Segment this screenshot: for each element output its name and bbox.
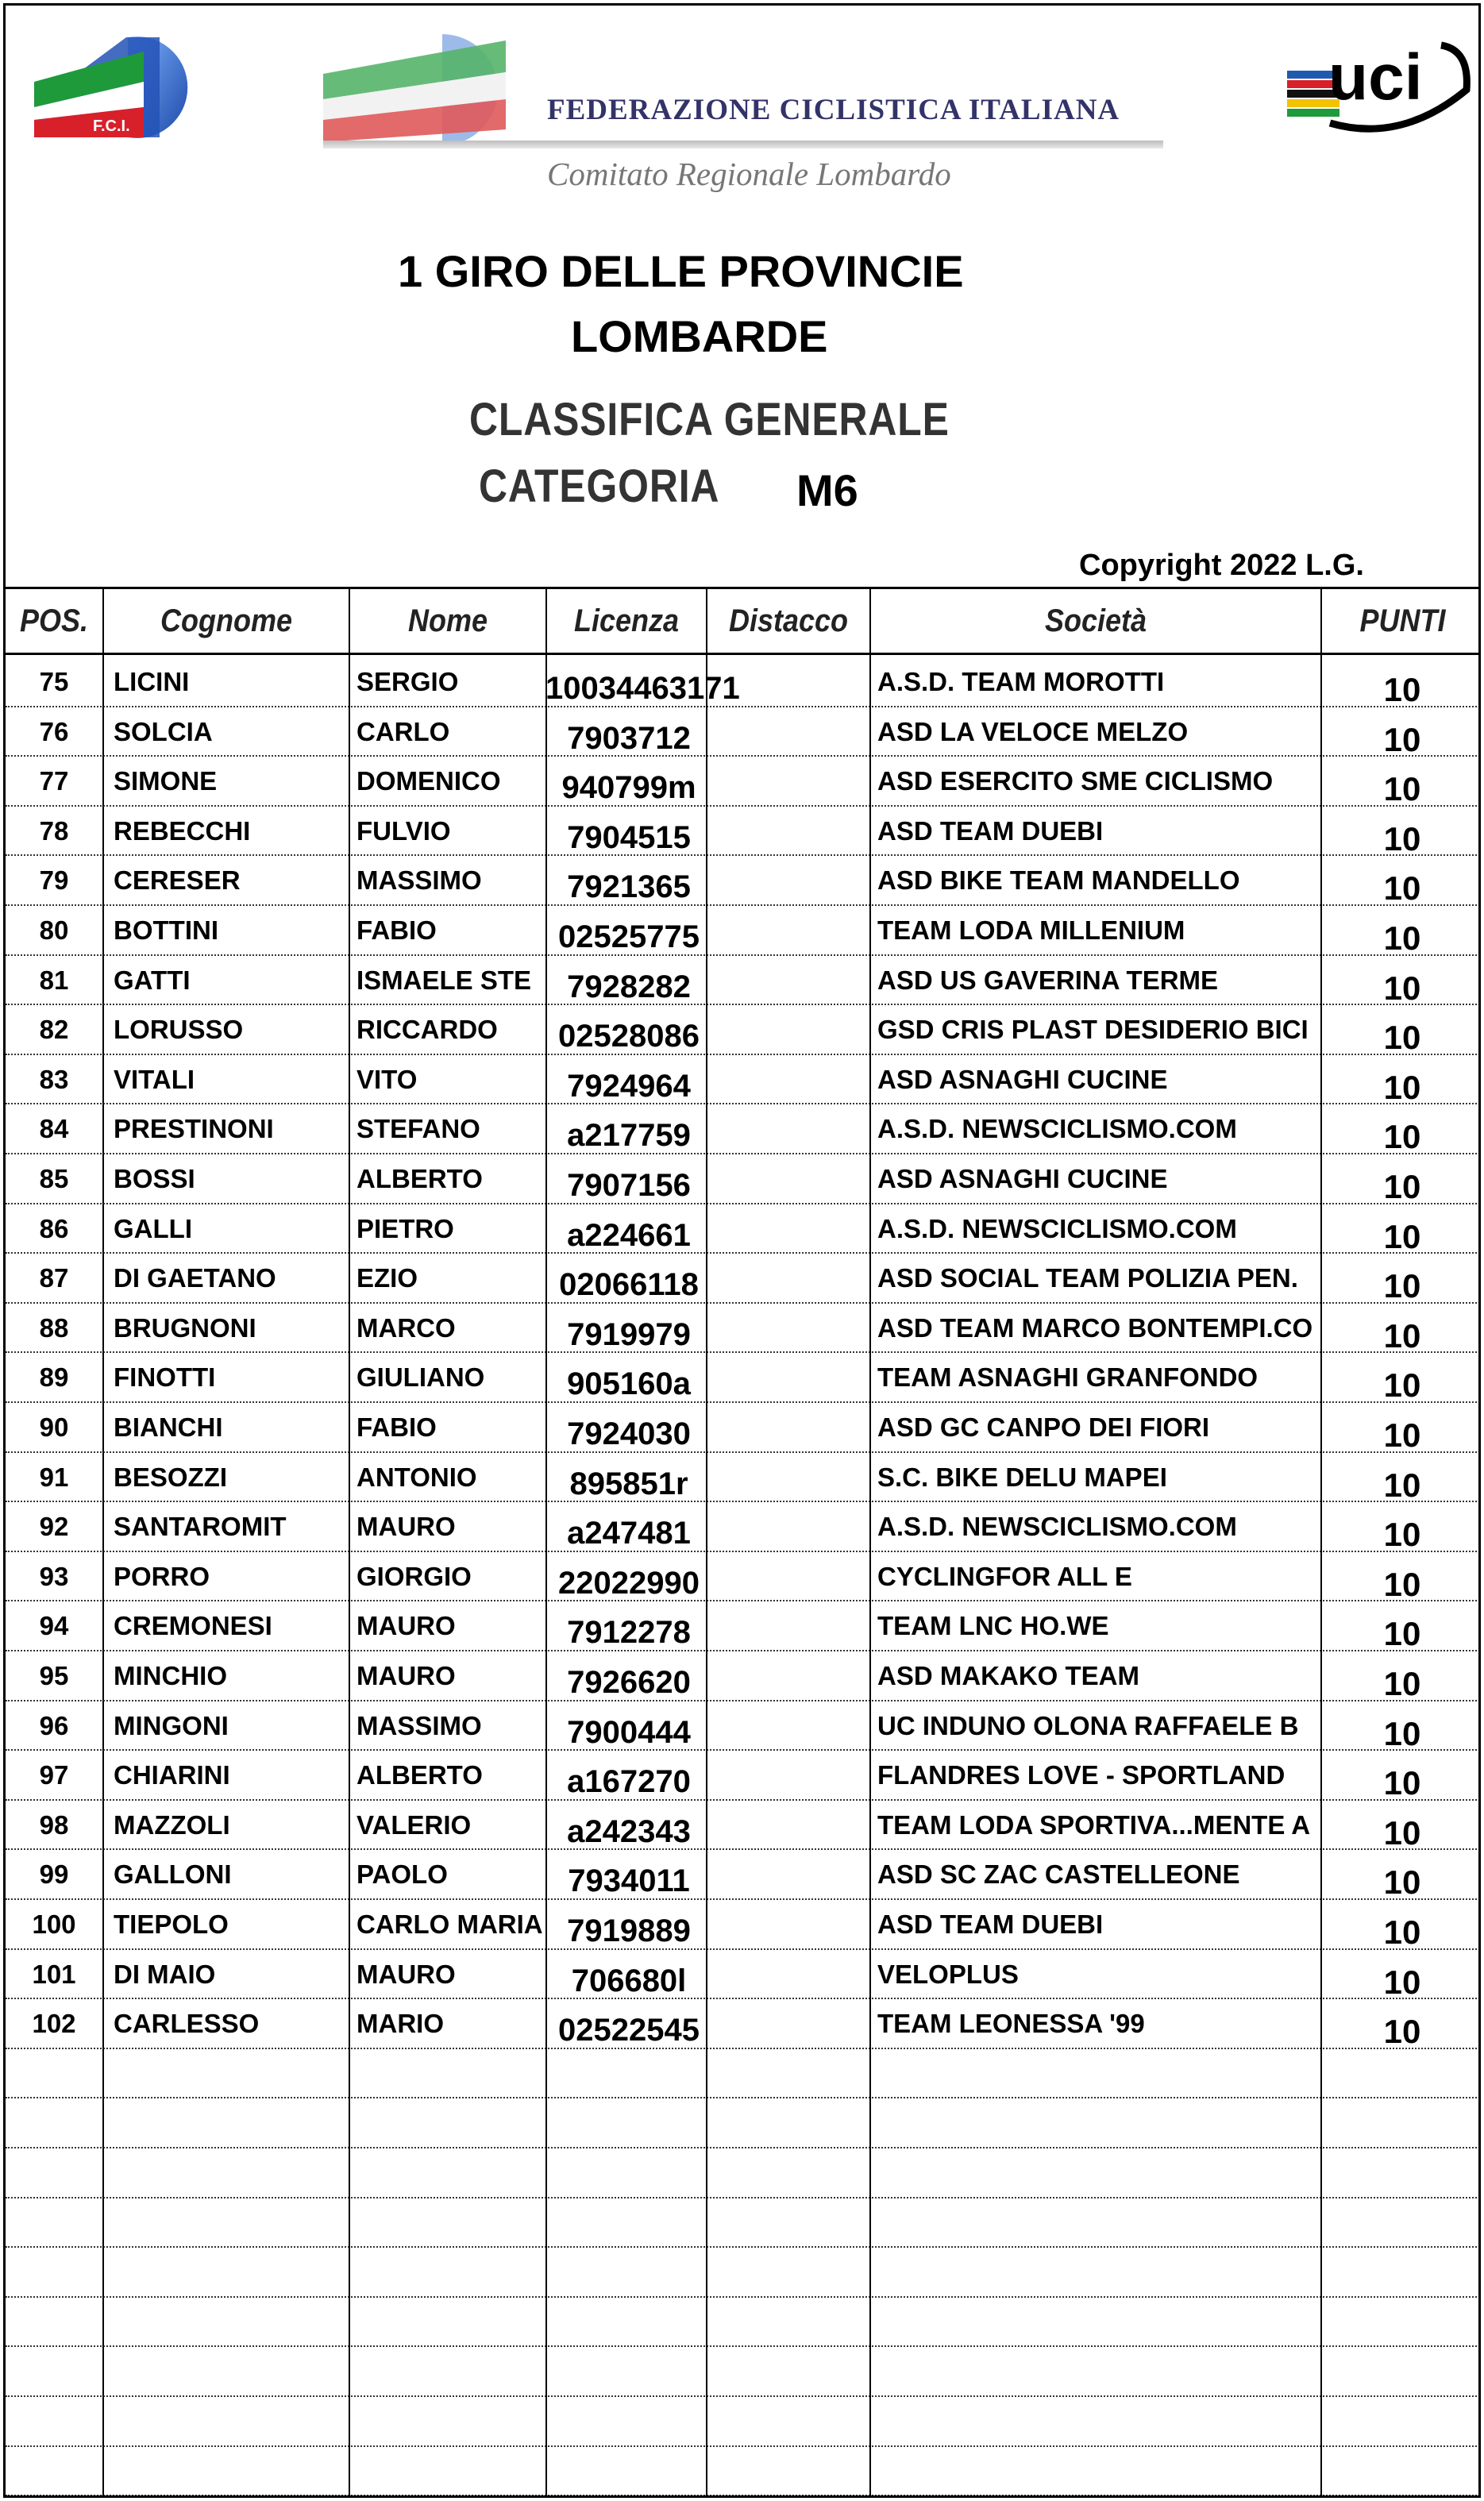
nome-cell: CARLO MARIA (357, 1909, 543, 1939)
table-row (6, 1304, 1481, 1354)
societa-cell: GSD CRIS PLAST DESIDERIO BICI (877, 1015, 1309, 1045)
results-sheet (3, 3, 1481, 2498)
cognome-cell: GALLI (114, 1213, 192, 1243)
empty-table-row (6, 2397, 1481, 2447)
event-title-line-2: LOMBARDE (571, 311, 828, 361)
table-row (6, 1453, 1481, 1503)
societa-cell: ASD ESERCITO SME CICLISMO (877, 766, 1274, 796)
nome-cell: FABIO (357, 1412, 437, 1442)
pos-cell: 97 (39, 1760, 69, 1790)
pos-cell: 98 (39, 1809, 69, 1840)
nome-cell: ALBERTO (357, 1760, 483, 1790)
pos-cell: 96 (39, 1710, 69, 1740)
category-label: CATEGORIA (479, 461, 720, 512)
societa-cell: A.S.D. NEWSCICLISMO.COM (877, 1512, 1237, 1542)
column-header-licenza: Licenza (573, 603, 680, 638)
nome-cell: MAURO (357, 1512, 456, 1542)
uci-logo-text: uci (1328, 41, 1423, 114)
pos-cell: 77 (39, 766, 69, 796)
cognome-cell: SOLCIA (114, 716, 213, 746)
punti-cell: 10 (1383, 1267, 1421, 1305)
table-row (6, 1900, 1481, 1950)
table-row (6, 1403, 1481, 1453)
licenza-cell: a224661 (567, 1217, 691, 1253)
empty-table-row (6, 2148, 1481, 2198)
table-row (6, 856, 1481, 906)
table-row (6, 1999, 1481, 2049)
nome-cell: MAURO (357, 1611, 456, 1641)
nome-cell: PAOLO (357, 1859, 448, 1890)
table-row (6, 657, 1481, 707)
punti-cell: 10 (1383, 1615, 1421, 1653)
cognome-cell: BRUGNONI (114, 1312, 256, 1343)
column-header-pos: POS. (19, 603, 89, 638)
empty-table-row (6, 2098, 1481, 2148)
punti-cell: 10 (1383, 1565, 1421, 1603)
cognome-cell: PRESTINONI (114, 1114, 274, 1144)
nome-cell: CARLO (357, 716, 450, 746)
nome-cell: DOMENICO (357, 766, 501, 796)
nome-cell: ALBERTO (357, 1164, 483, 1193)
cognome-cell: MAZZOLI (114, 1809, 230, 1840)
column-header-punti: PUNTI (1359, 603, 1446, 638)
table-row (6, 1353, 1481, 1403)
societa-cell: TEAM LODA SPORTIVA...MENTE A (877, 1809, 1311, 1840)
societa-cell: A.S.D. NEWSCICLISMO.COM (877, 1114, 1237, 1144)
empty-table-row (6, 2049, 1481, 2099)
table-row (6, 1601, 1481, 1651)
cognome-cell: CERESER (114, 865, 241, 896)
punti-cell: 10 (1383, 770, 1421, 808)
table-row (6, 1801, 1481, 1851)
table-row (6, 1055, 1481, 1105)
header-row-border (6, 653, 1481, 655)
punti-cell: 10 (1383, 671, 1421, 708)
nome-cell: SERGIO (357, 667, 459, 696)
table-row (6, 906, 1481, 956)
cognome-cell: LORUSSO (114, 1015, 244, 1045)
cognome-cell: GALLONI (114, 1859, 232, 1890)
punti-cell: 10 (1383, 1764, 1421, 1802)
nome-cell: MASSIMO (357, 1710, 482, 1740)
pos-cell: 76 (39, 716, 69, 746)
column-divider (349, 589, 350, 2498)
licenza-cell: 940799m (561, 770, 696, 806)
nome-cell: EZIO (357, 1263, 418, 1293)
table-row (6, 956, 1481, 1006)
cognome-cell: PORRO (114, 1561, 210, 1591)
cognome-cell: BESOZZI (114, 1462, 228, 1492)
punti-cell: 10 (1383, 869, 1421, 908)
cognome-cell: CARLESSO (114, 2009, 260, 2039)
societa-cell: ASD TEAM DUEBI (877, 815, 1104, 846)
pos-cell: 75 (39, 667, 69, 696)
societa-cell: ASD US GAVERINA TERME (877, 965, 1219, 995)
licenza-cell: 10034463171 (545, 671, 740, 706)
uci-logo-icon (1282, 34, 1473, 139)
societa-cell: FLANDRES LOVE - SPORTLAND (877, 1760, 1285, 1790)
societa-cell: TEAM LNC HO.WE (877, 1611, 1109, 1641)
pos-cell: 78 (39, 815, 69, 846)
column-divider (545, 589, 547, 2498)
societa-cell: ASD TEAM MARCO BONTEMPI.CO (877, 1312, 1313, 1343)
punti-cell: 10 (1383, 1665, 1421, 1702)
cognome-cell: DI GAETANO (114, 1263, 276, 1293)
pos-cell: 101 (32, 1959, 76, 1989)
societa-cell: ASD ASNAGHI CUCINE (877, 1064, 1168, 1094)
pos-cell: 95 (39, 1661, 69, 1690)
societa-cell: A.S.D. TEAM MOROTTI (877, 667, 1165, 696)
column-header-societa: Società (1044, 603, 1147, 638)
licenza-cell: 7919889 (567, 1913, 691, 1948)
punti-cell: 10 (1383, 1913, 1421, 1951)
nome-cell: MARIO (357, 2009, 444, 2039)
category-value: M6 (796, 465, 858, 515)
licenza-cell: 02525775 (558, 919, 700, 954)
licenza-cell: 7924964 (567, 1068, 691, 1104)
punti-cell: 10 (1383, 1714, 1421, 1752)
cognome-cell: BIANCHI (114, 1412, 223, 1442)
federation-logo-icon (323, 26, 553, 145)
column-divider (102, 589, 104, 2498)
cognome-cell: BOSSI (114, 1164, 195, 1193)
licenza-cell: 7928282 (567, 969, 691, 1004)
cognome-cell: TIEPOLO (114, 1909, 229, 1939)
nome-cell: VALERIO (357, 1809, 472, 1840)
cognome-cell: MINGONI (114, 1710, 229, 1740)
societa-cell: ASD LA VELOCE MELZO (877, 716, 1189, 746)
societa-cell: ASD SC ZAC CASTELLEONE (877, 1859, 1240, 1890)
pos-cell: 92 (39, 1512, 69, 1542)
table-row (6, 1005, 1481, 1055)
pos-cell: 102 (32, 2009, 76, 2039)
licenza-cell: 7900444 (567, 1714, 691, 1750)
punti-cell: 10 (1383, 1019, 1421, 1057)
cognome-cell: DI MAIO (114, 1959, 216, 1989)
nome-cell: STEFANO (357, 1114, 480, 1144)
column-header-distacco: Distacco (728, 603, 849, 638)
column-divider (869, 589, 871, 2498)
punti-cell: 10 (1383, 1068, 1421, 1106)
table-row (6, 1502, 1481, 1552)
societa-cell: A.S.D. NEWSCICLISMO.COM (877, 1213, 1237, 1243)
pos-cell: 93 (39, 1561, 69, 1591)
nome-cell: ISMAELE STE (357, 965, 532, 995)
nome-cell: GIULIANO (357, 1362, 485, 1393)
punti-cell: 10 (1383, 1316, 1421, 1355)
empty-table-row (6, 2298, 1481, 2348)
nome-cell: ANTONIO (357, 1462, 477, 1492)
pos-cell: 81 (39, 965, 69, 995)
licenza-cell: 7912278 (567, 1615, 691, 1651)
cognome-cell: SIMONE (114, 766, 218, 796)
empty-table-row (6, 2198, 1481, 2249)
table-row (6, 1701, 1481, 1751)
societa-cell: VELOPLUS (877, 1959, 1019, 1989)
table-row (6, 1204, 1481, 1254)
table-row (6, 1950, 1481, 2000)
punti-cell: 10 (1383, 1963, 1421, 2001)
cognome-cell: CHIARINI (114, 1760, 230, 1790)
licenza-cell: a247481 (567, 1516, 691, 1551)
fci-logo-icon (33, 34, 215, 141)
table-row (6, 1651, 1481, 1701)
societa-cell: ASD BIKE TEAM MANDELLO (877, 865, 1240, 896)
societa-cell: ASD SOCIAL TEAM POLIZIA PEN. (877, 1263, 1298, 1293)
federation-name: FEDERAZIONE CICLISTICA ITALIANA (547, 94, 1120, 126)
nome-cell: PIETRO (357, 1213, 454, 1243)
punti-cell: 10 (1383, 720, 1421, 758)
empty-table-row (6, 2347, 1481, 2397)
nome-cell: VITO (357, 1064, 418, 1094)
pos-cell: 86 (39, 1213, 69, 1243)
punti-cell: 10 (1383, 969, 1421, 1007)
cognome-cell: LICINI (114, 667, 190, 696)
fci-logo-text: F.C.I. (93, 118, 130, 135)
table-row (6, 1850, 1481, 1900)
pos-cell: 88 (39, 1312, 69, 1343)
licenza-cell: 02522545 (558, 2013, 700, 2048)
pos-cell: 94 (39, 1611, 69, 1641)
punti-cell: 10 (1383, 1863, 1421, 1902)
punti-cell: 10 (1383, 919, 1421, 957)
punti-cell: 10 (1383, 2013, 1421, 2051)
nome-cell: MARCO (357, 1312, 456, 1343)
licenza-cell: 7934011 (568, 1863, 690, 1899)
licenza-cell: 7926620 (567, 1665, 691, 1700)
licenza-cell: 7904515 (567, 819, 691, 855)
societa-cell: TEAM ASNAGHI GRANFONDO (877, 1362, 1259, 1393)
cognome-cell: REBECCHI (114, 815, 251, 846)
licenza-cell: 706680l (571, 1963, 687, 1998)
column-header-cognome: Cognome (160, 603, 292, 638)
table-row (6, 1751, 1481, 1801)
nome-cell: MASSIMO (357, 865, 482, 896)
pos-cell: 91 (39, 1462, 69, 1492)
column-header-nome: Nome (407, 603, 488, 638)
licenza-cell: 7919979 (567, 1316, 691, 1352)
societa-cell: ASD ASNAGHI CUCINE (877, 1164, 1168, 1193)
pos-cell: 99 (39, 1859, 69, 1890)
empty-table-row (6, 2447, 1481, 2497)
licenza-cell: 7924030 (567, 1416, 691, 1451)
column-divider (706, 589, 707, 2498)
cognome-cell: CREMONESI (114, 1611, 272, 1641)
punti-cell: 10 (1383, 1416, 1421, 1454)
licenza-cell: 7903712 (567, 720, 691, 756)
pos-cell: 100 (32, 1909, 76, 1939)
licenza-cell: 905160a (567, 1366, 691, 1402)
punti-cell: 10 (1383, 1813, 1421, 1852)
punti-cell: 10 (1383, 1516, 1421, 1554)
cognome-cell: GATTI (114, 965, 191, 995)
table-row (6, 1552, 1481, 1602)
pos-cell: 90 (39, 1412, 69, 1442)
table-row (6, 1104, 1481, 1154)
empty-table-row (6, 2248, 1481, 2298)
pos-cell: 79 (39, 865, 69, 896)
cognome-cell: BOTTINI (114, 915, 218, 945)
copyright-notice: Copyright 2022 L.G. (1079, 549, 1364, 582)
pos-cell: 82 (39, 1015, 69, 1045)
licenza-cell: 7907156 (567, 1168, 691, 1203)
licenza-cell: 22022990 (558, 1565, 700, 1601)
licenza-cell: 02528086 (558, 1019, 700, 1054)
pos-cell: 83 (39, 1064, 69, 1094)
nome-cell: MAURO (357, 1661, 456, 1690)
punti-cell: 10 (1383, 1217, 1421, 1255)
cognome-cell: FINOTTI (114, 1362, 216, 1393)
event-title-line-1: 1 GIRO DELLE PROVINCIE (398, 246, 964, 296)
pos-cell: 84 (39, 1114, 69, 1144)
nome-cell: MAURO (357, 1959, 456, 1989)
licenza-cell: a167270 (567, 1764, 691, 1800)
societa-cell: UC INDUNO OLONA RAFFAELE B (877, 1710, 1299, 1740)
pos-cell: 87 (39, 1263, 69, 1293)
cognome-cell: MINCHIO (114, 1661, 227, 1690)
punti-cell: 10 (1383, 819, 1421, 857)
table-row (6, 1254, 1481, 1304)
societa-cell: S.C. BIKE DELU MAPEI (877, 1462, 1167, 1492)
table-row (6, 707, 1481, 757)
nome-cell: FABIO (357, 915, 437, 945)
pos-cell: 89 (39, 1362, 69, 1393)
pos-cell: 80 (39, 915, 69, 945)
pos-cell: 85 (39, 1164, 69, 1193)
table-row (6, 807, 1481, 857)
licenza-cell: 895851r (569, 1466, 688, 1501)
classification-title: CLASSIFICA GENERALE (469, 394, 950, 445)
cognome-cell: SANTAROMIT (114, 1512, 287, 1542)
societa-cell: CYCLINGFOR ALL E (877, 1561, 1132, 1591)
table-row (6, 1154, 1481, 1204)
table-row (6, 757, 1481, 807)
header-divider (323, 141, 1163, 148)
cognome-cell: VITALI (114, 1064, 195, 1094)
societa-cell: ASD TEAM DUEBI (877, 1909, 1104, 1939)
licenza-cell: a242343 (567, 1813, 691, 1849)
societa-cell: ASD MAKAKO TEAM (877, 1661, 1139, 1690)
nome-cell: RICCARDO (357, 1015, 498, 1045)
column-divider (1320, 589, 1322, 2498)
nome-cell: GIORGIO (357, 1561, 472, 1591)
punti-cell: 10 (1383, 1466, 1421, 1504)
societa-cell: ASD GC CANPO DEI FIORI (877, 1412, 1210, 1442)
punti-cell: 10 (1383, 1118, 1421, 1156)
licenza-cell: a217759 (567, 1118, 691, 1154)
punti-cell: 10 (1383, 1168, 1421, 1205)
societa-cell: TEAM LODA MILLENIUM (877, 915, 1185, 945)
licenza-cell: 7921365 (567, 869, 691, 905)
punti-cell: 10 (1383, 1366, 1421, 1405)
licenza-cell: 02066118 (559, 1267, 699, 1303)
nome-cell: FULVIO (357, 815, 451, 846)
societa-cell: TEAM LEONESSA '99 (877, 2009, 1145, 2039)
committee-name: Comitato Regionale Lombardo (547, 156, 951, 192)
